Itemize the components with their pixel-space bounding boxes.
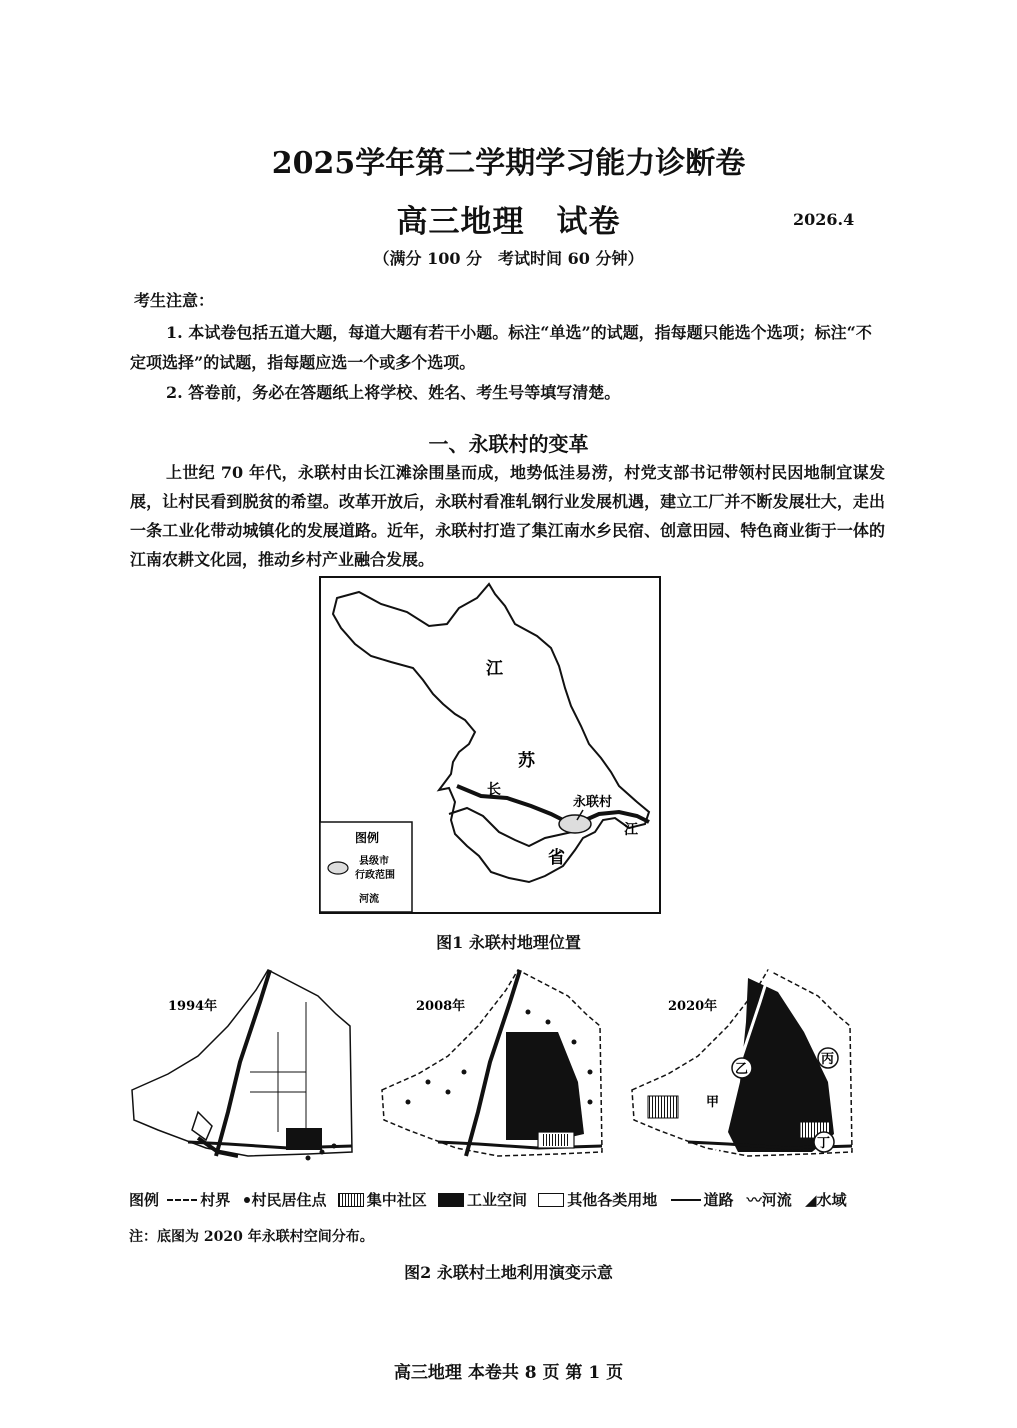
figure2-maps xyxy=(128,962,866,1184)
legend-river: 河流 xyxy=(359,894,379,905)
notice-item-2: 2. 答卷前，务必在答题纸上将学校、姓名、考生号等填写清楚。 xyxy=(166,383,621,402)
legend2-title: 图例 xyxy=(129,1191,160,1209)
legend2-river: 河流 xyxy=(761,1191,792,1209)
legend2-water: 水域 xyxy=(816,1191,847,1209)
legend2-road: 道路 xyxy=(703,1191,734,1209)
label-jiang: 江 xyxy=(486,659,503,679)
figure1-caption: 图1 永联村地理位置 xyxy=(436,933,581,952)
marker-bing: 丙 xyxy=(821,1052,835,1067)
section-paragraph: 上世纪 70 年代，永联村由长江滩涂围垦而成，地势低洼易涝，村党支部书记带领村民因地制宜谋发展，让村民看到脱贫的希望。改革开放后，永联村看准轧钢行业发展机遇，建立工厂并不断发展壮大，走出一条工业化带动城镇化的发展道路。近年，永联村打造了集江南水乡民宿、创意田园、特色商业街于一体的江南农耕文化园，推动乡村产业融合发展。 xyxy=(130,463,885,569)
marker-ding: 丁 xyxy=(817,1136,831,1151)
legend2-settlement: 村民居住点 xyxy=(251,1191,327,1209)
figure1-map xyxy=(319,576,661,914)
boundary-swatch xyxy=(167,1199,197,1201)
legend-county-swatch xyxy=(328,862,348,874)
label-village: 永联村 xyxy=(573,795,613,810)
legend2-other: 其他各类用地 xyxy=(567,1191,658,1209)
river-swatch: 〰 xyxy=(746,1191,762,1209)
page-footer: 高三地理 本卷共 8 页 第 1 页 xyxy=(393,1363,624,1383)
label-jiang2: 江 xyxy=(624,822,638,838)
exam-title: 2025学年第二学期学习能力诊断卷 xyxy=(271,146,746,181)
community-swatch xyxy=(338,1193,364,1207)
legend-county-2: 行政范围 xyxy=(355,870,395,881)
year-2020: 2020年 xyxy=(668,999,718,1014)
notice-list xyxy=(130,318,885,408)
marker-jia: 甲 xyxy=(706,1095,720,1110)
exam-date: 2026.4 xyxy=(793,210,855,229)
village-county-area xyxy=(559,815,591,833)
other-swatch xyxy=(538,1193,564,1207)
legend2-boundary: 村界 xyxy=(200,1191,231,1209)
settlement-swatch xyxy=(244,1197,250,1203)
figure2-note: 注：底图为 2020 年永联村空间分布。 xyxy=(129,1229,374,1245)
label-sheng: 省 xyxy=(548,848,565,868)
legend2-industry: 工业空间 xyxy=(467,1191,528,1209)
section-heading: 一、永联村的变革 xyxy=(428,432,589,456)
label-su: 苏 xyxy=(518,751,535,771)
figure2-legend xyxy=(129,1189,847,1210)
exam-duration: （满分 100 分 考试时间 60 分钟） xyxy=(373,249,644,268)
panel-2008 xyxy=(382,970,602,1156)
label-chang: 长 xyxy=(487,782,501,798)
exam-subtitle: 高三地理 试卷 xyxy=(396,204,621,240)
marker-yi: 乙 xyxy=(735,1062,749,1077)
legend-title: 图例 xyxy=(355,831,380,845)
road-swatch xyxy=(671,1199,701,1201)
panel-2020 xyxy=(632,970,852,1156)
notice-heading: 考生注意： xyxy=(134,291,215,310)
legend-county-1: 县级市 xyxy=(359,856,389,867)
water-swatch: ◢ xyxy=(805,1190,817,1209)
panel-1994 xyxy=(132,970,352,1161)
figure2-caption: 图2 永联村土地利用演变示意 xyxy=(404,1263,613,1282)
legend2-community: 集中社区 xyxy=(366,1191,427,1209)
industry-1994 xyxy=(286,1128,322,1150)
year-1994: 1994年 xyxy=(168,999,218,1014)
year-2008: 2008年 xyxy=(416,999,466,1014)
notice-item-1: 1. 本试卷包括五道大题，每道大题有若干小题。标注“单选”的试题，指每题只能选个选项；标注“不定项选择”的试题，指每题应选一个或多个选项。 xyxy=(130,323,872,372)
industry-swatch xyxy=(438,1193,464,1207)
